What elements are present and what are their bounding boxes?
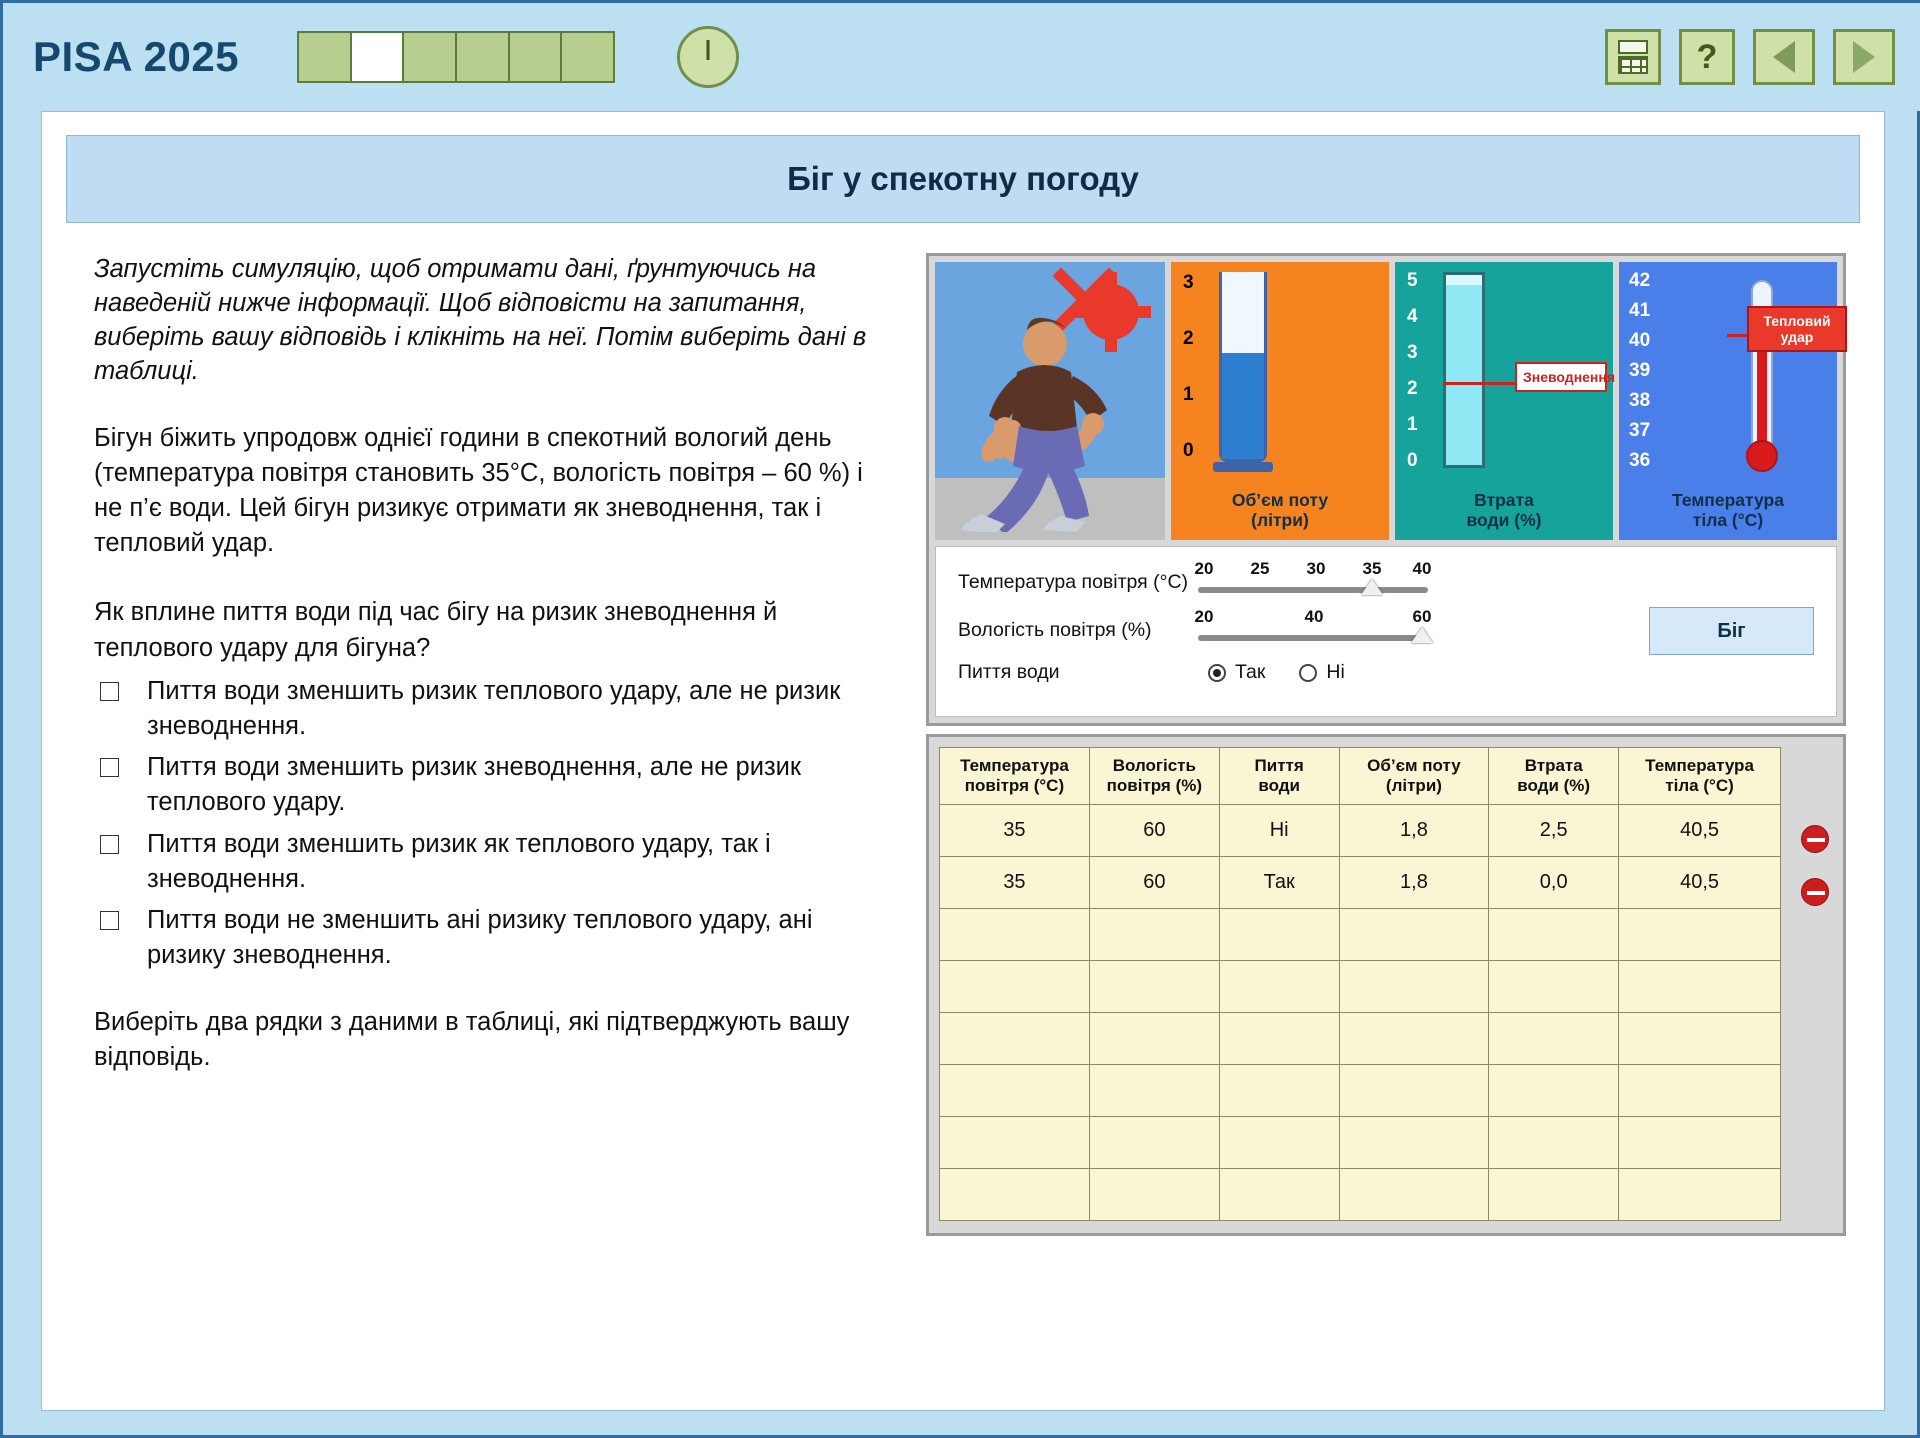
dehydration-flag: Зневоднення bbox=[1515, 362, 1607, 392]
slider-thumb[interactable] bbox=[1361, 579, 1383, 595]
table-row-empty[interactable] bbox=[940, 909, 1781, 961]
answer-option-1[interactable] bbox=[94, 674, 888, 744]
cylinder-base bbox=[1213, 462, 1273, 472]
sweat-tick: 1 bbox=[1183, 384, 1194, 405]
temp-caption-line2: тіла (°С) bbox=[1692, 510, 1764, 530]
temp-caption bbox=[1619, 480, 1837, 540]
results-table-area bbox=[926, 734, 1846, 1236]
cell-humidity[interactable]: 60 bbox=[1089, 857, 1219, 909]
slider-thumb[interactable] bbox=[1411, 627, 1433, 643]
tick-label: 30 bbox=[1306, 559, 1326, 578]
water-tube-fill bbox=[1446, 285, 1482, 465]
heatstroke-flag bbox=[1747, 306, 1847, 352]
simulation-panel bbox=[926, 253, 1846, 726]
cell-air-temp[interactable]: 35 bbox=[940, 805, 1090, 857]
control-rows bbox=[958, 559, 1619, 698]
answer-option-3[interactable] bbox=[94, 827, 888, 897]
sweat-tick: 0 bbox=[1183, 440, 1194, 461]
water-marker bbox=[1443, 382, 1521, 385]
progress-segment-current bbox=[352, 33, 405, 81]
drink-water-label: Пиття води bbox=[958, 661, 1060, 683]
tick-label: 35 bbox=[1362, 559, 1382, 578]
cell-body-temp[interactable]: 40,5 bbox=[1619, 805, 1781, 857]
temp-tick: 39 bbox=[1629, 360, 1651, 381]
prev-arrow-icon[interactable] bbox=[1753, 29, 1815, 85]
slider-track[interactable] bbox=[1198, 635, 1428, 641]
top-toolbar bbox=[3, 3, 1920, 111]
progress-segment bbox=[510, 33, 563, 81]
content-area bbox=[42, 223, 1884, 1236]
answer-option-label: Пиття води зменшить ризик зневоднення, але не ризик теплового удару. bbox=[147, 753, 802, 817]
cell-drink[interactable]: Так bbox=[1219, 857, 1339, 909]
drink-water-radios bbox=[1208, 661, 1345, 684]
progress-segment bbox=[457, 33, 510, 81]
sweat-caption bbox=[1171, 480, 1389, 540]
answer-option-label: Пиття води зменшить ризик теплового удару, але не ризик зневоднення. bbox=[147, 676, 841, 740]
cell-drink[interactable]: Ні bbox=[1219, 805, 1339, 857]
calculator-icon[interactable] bbox=[1605, 29, 1661, 85]
water-tick: 5 bbox=[1407, 270, 1418, 291]
answer-option-label: Пиття води не зменшить ані ризику теплового удару, ані ризику зневоднення. bbox=[147, 905, 813, 970]
water-tick: 0 bbox=[1407, 450, 1418, 471]
tick-label: 40 bbox=[1412, 559, 1432, 578]
body-temperature-display bbox=[1619, 262, 1837, 540]
air-temperature-label: Температура повітря (°С) bbox=[958, 570, 1189, 593]
run-simulation-button[interactable]: Біг bbox=[1649, 607, 1814, 655]
question-text: Як вплине пиття води під час бігу на ризик зневоднення й теплового удару для бігуна? bbox=[94, 598, 778, 662]
drink-water-control bbox=[958, 661, 1619, 684]
answer-option-label: Пиття води зменшить ризик як теплового удару, так і зневоднення. bbox=[147, 829, 771, 893]
col-header-sweat: Об’єм поту (літри) bbox=[1339, 748, 1489, 805]
cell-water-loss[interactable]: 0,0 bbox=[1489, 857, 1619, 909]
closing-instruction: Виберіть два рядки з даними в таблиці, які підтверджують вашу відповідь. bbox=[94, 1008, 850, 1072]
toolbar-actions bbox=[1605, 29, 1895, 85]
answer-option-4[interactable] bbox=[94, 903, 888, 973]
thermometer-bulb bbox=[1746, 440, 1778, 472]
answer-options bbox=[94, 674, 888, 974]
slider-track[interactable] bbox=[1198, 587, 1428, 593]
answer-option-2[interactable] bbox=[94, 750, 888, 820]
table-row-empty[interactable] bbox=[940, 1169, 1781, 1221]
tick-label: 20 bbox=[1194, 559, 1214, 578]
radio-icon-selected[interactable] bbox=[1208, 664, 1226, 682]
app-title: PISA 2025 bbox=[33, 33, 240, 80]
progress-segment bbox=[299, 33, 352, 81]
cylinder-fill bbox=[1222, 353, 1264, 459]
heatstroke-flag-line2: удар bbox=[1780, 329, 1814, 346]
delete-row-icon[interactable] bbox=[1801, 878, 1829, 906]
water-tick: 1 bbox=[1407, 414, 1418, 435]
water-caption-line2: води (%) bbox=[1466, 510, 1542, 530]
col-header-water-loss: Втрата води (%) bbox=[1489, 748, 1619, 805]
simulation-controls bbox=[935, 546, 1837, 717]
temp-tick: 40 bbox=[1629, 330, 1651, 351]
air-temperature-slider[interactable] bbox=[1194, 559, 1432, 599]
radio-no[interactable] bbox=[1299, 661, 1344, 684]
simulation-displays bbox=[935, 262, 1837, 540]
table-row-empty[interactable] bbox=[940, 1013, 1781, 1065]
table-row[interactable] bbox=[940, 857, 1781, 909]
sweat-caption-line2: (літри) bbox=[1251, 510, 1309, 530]
heatstroke-flag-line1: Тепловий bbox=[1763, 313, 1831, 329]
water-caption-line1: Втрата bbox=[1474, 489, 1534, 510]
tick-label: 40 bbox=[1304, 607, 1324, 626]
water-loss-display bbox=[1395, 262, 1616, 540]
clock-icon bbox=[677, 26, 739, 88]
temp-tick: 38 bbox=[1629, 390, 1651, 411]
checkbox-icon[interactable] bbox=[100, 682, 119, 701]
humidity-label: Вологість повітря (%) bbox=[958, 618, 1152, 641]
col-header-air-temp: Температура повітря (°С) bbox=[940, 748, 1090, 805]
cell-sweat[interactable]: 1,8 bbox=[1339, 805, 1489, 857]
air-temperature-control bbox=[958, 559, 1619, 599]
runner-animation bbox=[935, 262, 1165, 540]
page-title: Біг у спекотну погоду bbox=[787, 160, 1139, 197]
water-tube bbox=[1443, 272, 1485, 468]
cell-sweat[interactable]: 1,8 bbox=[1339, 857, 1489, 909]
instructions-text: Запустіть симуляцію, щоб отримати дані, ґрунтуючись на наведеній нижче інформації. Щоб відповісти на запитання, виберіть вашу відповідь і клікніть на неї. Потім виберіть дані в таблиці. bbox=[94, 255, 867, 385]
tick-label: 25 bbox=[1250, 559, 1270, 578]
thermometer-mercury bbox=[1757, 340, 1767, 446]
water-tick: 4 bbox=[1407, 306, 1418, 327]
sweat-tick: 3 bbox=[1183, 272, 1194, 293]
temp-tick: 42 bbox=[1629, 270, 1651, 291]
water-tick: 3 bbox=[1407, 342, 1418, 363]
progress-segment bbox=[404, 33, 457, 81]
next-arrow-icon[interactable] bbox=[1833, 29, 1895, 85]
col-header-drink: Пиття води bbox=[1219, 748, 1339, 805]
air-temperature-ticks bbox=[1194, 559, 1432, 579]
table-header-row bbox=[940, 748, 1781, 805]
table-row-empty[interactable] bbox=[940, 1117, 1781, 1169]
humidity-ticks bbox=[1194, 607, 1432, 627]
radio-no-label: Ні bbox=[1326, 661, 1345, 683]
radio-yes-label: Так bbox=[1235, 661, 1266, 683]
table-row-empty[interactable] bbox=[940, 1065, 1781, 1117]
radio-yes[interactable] bbox=[1208, 661, 1265, 684]
col-header-body-temp: Температура тіла (°С) bbox=[1619, 748, 1781, 805]
help-button[interactable]: ? bbox=[1679, 29, 1735, 85]
results-table bbox=[939, 747, 1781, 1221]
humidity-slider[interactable] bbox=[1194, 607, 1432, 647]
checkbox-icon[interactable] bbox=[100, 835, 119, 854]
graduated-cylinder bbox=[1219, 272, 1267, 462]
col-header-humidity: Вологість повітря (%) bbox=[1089, 748, 1219, 805]
radio-icon[interactable] bbox=[1299, 664, 1317, 682]
water-tick: 2 bbox=[1407, 378, 1418, 399]
runner-caption bbox=[935, 480, 1165, 540]
page-body bbox=[41, 111, 1885, 1411]
checkbox-icon[interactable] bbox=[100, 758, 119, 777]
tick-label: 20 bbox=[1194, 607, 1214, 626]
cell-humidity[interactable]: 60 bbox=[1089, 805, 1219, 857]
temp-tick: 41 bbox=[1629, 300, 1651, 321]
tick-label: 60 bbox=[1412, 607, 1432, 626]
cell-body-temp[interactable]: 40,5 bbox=[1619, 857, 1781, 909]
temp-caption-line1: Температура bbox=[1672, 489, 1784, 510]
page-title-banner bbox=[66, 135, 1860, 223]
humidity-control bbox=[958, 607, 1619, 647]
sweat-volume-display bbox=[1171, 262, 1389, 540]
table-row-empty[interactable] bbox=[940, 961, 1781, 1013]
water-caption bbox=[1395, 480, 1613, 540]
scenario-text: Бігун біжить упродовж однієї години в спекотний вологий день (температура повітря становить 35°С, вологість повітря – 60 %) і не п’є води. Цей бігун ризикує отримати як зневоднення, так і тепловий удар. bbox=[94, 423, 863, 558]
cell-air-temp[interactable]: 35 bbox=[940, 857, 1090, 909]
progress-segment bbox=[562, 33, 613, 81]
cell-water-loss[interactable]: 2,5 bbox=[1489, 805, 1619, 857]
checkbox-icon[interactable] bbox=[100, 911, 119, 930]
temp-tick: 36 bbox=[1629, 450, 1651, 471]
progress-indicator bbox=[297, 31, 615, 83]
sweat-tick: 2 bbox=[1183, 328, 1194, 349]
left-column bbox=[66, 253, 916, 1236]
delete-row-icon[interactable] bbox=[1801, 825, 1829, 853]
right-column bbox=[926, 253, 1856, 1236]
table-row[interactable] bbox=[940, 805, 1781, 857]
temp-tick: 37 bbox=[1629, 420, 1651, 441]
sweat-caption-line1: Об’єм поту bbox=[1231, 489, 1329, 510]
